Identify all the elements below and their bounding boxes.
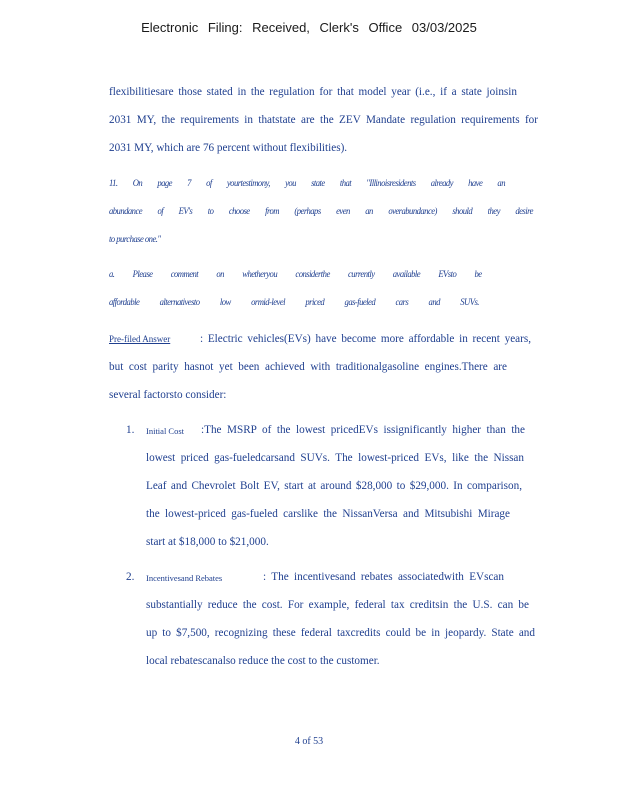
list-item-line: up to $7,500, recognizing these federal taxcredits could be in jeopardy. State and xyxy=(146,627,535,639)
subquestion-line: a. Please comment on whetheryou considerthe currently available EVsto be xyxy=(109,269,482,280)
list-item-line: lowest priced gas-fueledcarsand SUVs. The lowest-priced EVs, like the Nissan xyxy=(146,452,524,464)
list-item-label-text: Incentivesand Rebates xyxy=(146,573,223,583)
list-item-label-text: Initial Cost xyxy=(146,426,185,436)
question-line: 11. On page 7 of yourtestimony, you state that "Illinoisresidents already have an xyxy=(109,178,505,189)
question-line: abundance of EV's to choose from (perhaps even an overabundance) should they desire xyxy=(109,206,533,217)
list-number: 2. xyxy=(126,571,135,583)
list-item-line: the lowest-priced gas-fueled carslike the NissanVersa and Mitsubishi Mirage xyxy=(146,508,510,520)
paragraph-line: flexibilitiesare those stated in the regulation for that model year (i.e., if a state joinsin xyxy=(109,86,517,98)
list-item-line: : The incentivesand rebates associatedwith EVscan xyxy=(263,571,504,583)
subquestion-line: affordable alternativesto low ormid-level priced gas-fueled cars and SUVs. xyxy=(109,297,479,308)
list-item-label xyxy=(146,425,196,437)
answer-line: several factorsto consider: xyxy=(109,389,227,401)
list-item-label xyxy=(146,572,246,584)
answer-label xyxy=(109,333,193,345)
list-item-line: :The MSRP of the lowest pricedEVs issignificantly higher than the xyxy=(201,424,525,436)
paragraph-line: 2031 MY, the requirements in thatstate are the ZEV Mandate regulation requirements for xyxy=(109,114,538,126)
list-item-line: substantially reduce the cost. For example, federal tax creditsin the U.S. can be xyxy=(146,599,529,611)
list-item-line: start at $18,000 to $21,000. xyxy=(146,536,269,548)
list-item-line: local rebatescanalso reduce the cost to the customer. xyxy=(146,655,380,667)
list-number: 1. xyxy=(126,424,135,436)
answer-label-text: Pre-filed Answer xyxy=(109,334,171,344)
answer-line: but cost parity hasnot yet been achieved with traditionalgasoline engines.There are xyxy=(109,361,507,373)
filing-header: Electronic Filing: Received, Clerk's Office 03/03/2025 xyxy=(141,20,477,35)
paragraph-line: 2031 MY, which are 76 percent without flexibilities). xyxy=(109,142,348,154)
answer-line: : Electric vehicles(EVs) have become more affordable in recent years, xyxy=(200,333,531,345)
question-line: to purchase one." xyxy=(109,234,161,245)
page-number: 4 of 53 xyxy=(294,736,324,747)
list-item-line: Leaf and Chevrolet Bolt EV, start at around $28,000 to $29,000. In comparison, xyxy=(146,480,522,492)
